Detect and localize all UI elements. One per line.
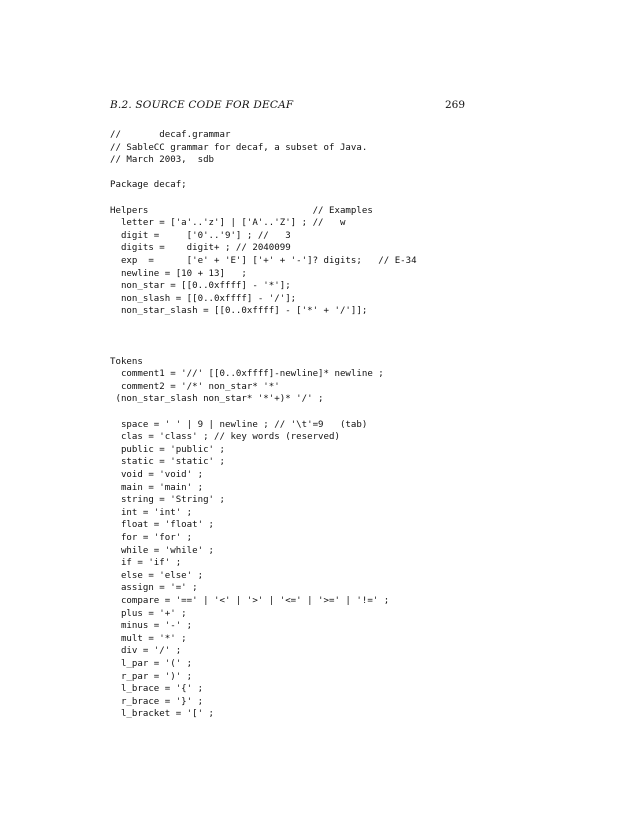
code-line (110, 192, 490, 205)
code-line: // SableCC grammar for decaf, a subset of Java. (110, 142, 368, 153)
code-line: // March 2003, sdb (110, 155, 215, 166)
code-line: div = '/' ; (110, 646, 182, 657)
code-listing (110, 129, 490, 721)
code-line (110, 167, 490, 180)
code-line: non_slash = [[0..0xffff] - '/']; (110, 293, 297, 304)
code-line: comment2 = '/*' non_star* '*' (110, 381, 280, 392)
code-line: l_bracket = '[' ; (110, 709, 215, 720)
code-line: r_brace = '}' ; (110, 696, 204, 707)
page-number: 269 (444, 99, 465, 111)
code-line: compare = '==' | '<' | '>' | '<=' | '>=' | '!=' ; (110, 595, 390, 606)
code-line: r_par = ')' ; (110, 671, 193, 682)
code-line: clas = 'class' ; // key words (reserved) (110, 432, 340, 443)
code-line: float = 'float' ; (110, 520, 215, 531)
code-line: for = 'for' ; (110, 533, 193, 543)
code-line: comment1 = '//' [[0..0xffff]-newline]* newline ; (110, 369, 384, 380)
code-line: if = 'if' ; (110, 558, 182, 569)
code-line: minus = '-' ; (110, 621, 193, 632)
code-line: int = 'int' ; (110, 507, 193, 518)
code-line: static = 'static' ; (110, 457, 225, 468)
code-line: Package decaf; (110, 180, 187, 191)
code-line: Helpers // Examples (110, 205, 373, 216)
code-line: non_star_slash = [[0..0xffff] - ['*' + '/']]; (110, 306, 368, 317)
code-line: Tokens (110, 356, 143, 367)
code-line: space = ' ' | 9 | newline ; // '\t'=9 (tab) (110, 419, 368, 430)
code-line: while = 'while' ; (110, 545, 215, 556)
code-line: digits = digit+ ; // 2040099 (110, 243, 291, 254)
code-line: // decaf.grammar (110, 130, 231, 140)
code-line: exp = ['e' + 'E'] ['+' + '-']? digits; // E-34 (110, 255, 417, 266)
code-line (110, 406, 490, 419)
code-line: string = 'String' ; (110, 495, 225, 506)
code-line (110, 331, 490, 344)
code-line: assign = '=' ; (110, 583, 198, 594)
code-line: public = 'public' ; (110, 444, 225, 455)
code-line: void = 'void' ; (110, 470, 204, 481)
code-line: main = 'main' ; (110, 482, 204, 493)
code-line (110, 343, 490, 356)
code-line: else = 'else' ; (110, 570, 204, 581)
code-line (110, 318, 490, 331)
code-line: mult = '*' ; (110, 633, 187, 644)
code-line: (non_star_slash non_star* '*'+)* '/' ; (110, 394, 324, 405)
code-line: l_par = '(' ; (110, 658, 193, 669)
code-line: l_brace = '{' ; (110, 684, 204, 695)
code-line: plus = '+' ; (110, 608, 187, 619)
code-line: digit = ['0'..'9'] ; // 3 (110, 230, 291, 241)
code-line: letter = ['a'..'z'] | ['A'..'Z'] ; // w (110, 218, 346, 229)
running-header (110, 99, 465, 113)
code-line: non_star = [[0..0xffff] - '*']; (110, 281, 291, 292)
section-title: B.2. SOURCE CODE FOR DECAF (110, 99, 294, 111)
code-line: newline = [10 + 13] ; (110, 268, 247, 279)
